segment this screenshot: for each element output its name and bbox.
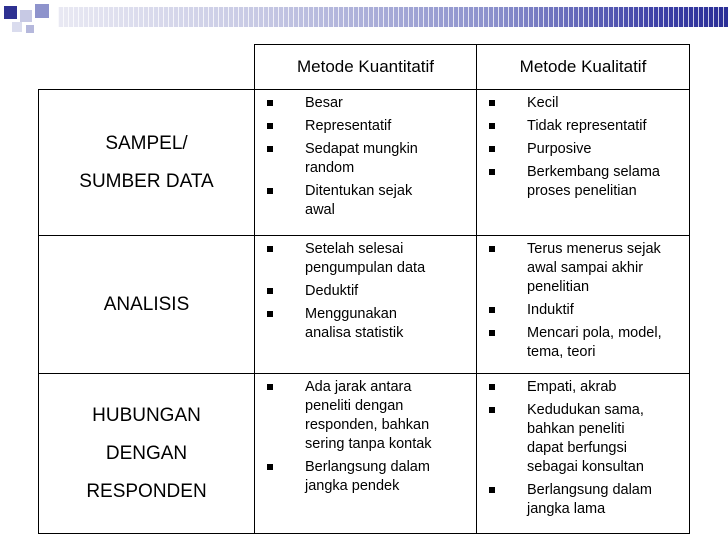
list-item-text: peneliti dengan <box>305 398 404 414</box>
list-item-text: proses penelitian <box>527 183 637 199</box>
square-bullet-icon <box>267 246 273 252</box>
bullet-list <box>255 236 476 343</box>
square-bullet-icon <box>267 464 273 470</box>
decor-square <box>12 22 22 32</box>
list-item-text: sering tanpa kontak <box>305 436 432 452</box>
square-bullet-icon <box>267 188 273 194</box>
square-bullet-icon <box>489 246 495 252</box>
list-item <box>255 378 476 454</box>
list-item <box>255 458 476 496</box>
cell-kuantitatif <box>255 90 477 236</box>
list-item-text: Berlangsung dalam <box>305 459 430 475</box>
table-row <box>39 236 690 374</box>
header-kuantitatif: Metode Kuantitatif <box>255 45 477 90</box>
list-item-text: random <box>305 160 355 176</box>
row-label-line: ANALISIS <box>103 293 190 315</box>
list-item <box>255 94 476 113</box>
list-item-text: Kecil <box>527 95 559 111</box>
list-item-text: tema, teori <box>527 344 596 360</box>
decor-square <box>35 4 49 18</box>
square-bullet-icon <box>267 146 273 152</box>
list-item <box>255 282 476 301</box>
list-item-text: bahkan peneliti <box>527 421 625 437</box>
list-item-text: Induktif <box>527 302 574 318</box>
row-label-line: RESPONDEN <box>86 480 207 502</box>
square-bullet-icon <box>489 100 495 106</box>
square-bullet-icon <box>267 288 273 294</box>
list-item <box>477 401 689 477</box>
square-bullet-icon <box>489 487 495 493</box>
list-item-text: Terus menerus sejak <box>527 241 661 257</box>
list-item-text: Menggunakan <box>305 306 397 322</box>
cell-kualitatif <box>477 236 690 374</box>
square-bullet-icon <box>489 123 495 129</box>
list-item-text: Ada jarak antara <box>305 379 412 395</box>
list-item <box>255 240 476 278</box>
list-item-text: responden, bahkan <box>305 417 430 433</box>
square-bullet-icon <box>489 407 495 413</box>
list-item <box>477 301 689 320</box>
list-item-text: Besar <box>305 95 343 111</box>
table-row <box>39 90 690 236</box>
list-item-text: analisa statistik <box>305 325 404 341</box>
square-bullet-icon <box>267 123 273 129</box>
row-label-line: SUMBER DATA <box>79 170 214 192</box>
list-item-text: Mencari pola, model, <box>527 325 662 341</box>
list-item-text: Tidak representatif <box>527 118 647 134</box>
list-item <box>477 94 689 113</box>
list-item-text: sebagai konsultan <box>527 459 644 475</box>
list-item-text: Setelah selesai <box>305 241 404 257</box>
cell-kuantitatif <box>255 374 477 534</box>
bullet-list <box>477 374 689 519</box>
list-item-text: awal sampai akhir <box>527 260 644 276</box>
square-bullet-icon <box>489 169 495 175</box>
list-item-text: awal <box>305 202 335 218</box>
list-item-text: penelitian <box>527 279 590 295</box>
list-item <box>255 182 476 220</box>
decor-square <box>26 25 34 33</box>
vertical-stripes <box>58 7 728 27</box>
list-item-text: Berkembang selama <box>527 164 660 180</box>
bullet-list <box>255 374 476 496</box>
list-item-text: Kedudukan sama, <box>527 402 644 418</box>
row-label <box>39 90 255 236</box>
square-bullet-icon <box>267 100 273 106</box>
comparison-table <box>38 44 690 534</box>
list-item-text: Deduktif <box>305 283 359 299</box>
list-item-text: Purposive <box>527 141 592 157</box>
list-item <box>477 378 689 397</box>
square-bullet-icon <box>267 311 273 317</box>
list-item-text: Representatif <box>305 118 392 134</box>
list-item <box>477 240 689 297</box>
row-label-line: HUBUNGAN <box>92 404 201 426</box>
list-item <box>477 117 689 136</box>
square-bullet-icon <box>489 330 495 336</box>
list-item-text: Ditentukan sejak <box>305 183 413 199</box>
list-item-text: jangka lama <box>527 501 606 517</box>
list-item-text: jangka pendek <box>305 478 400 494</box>
decorative-header-bar <box>0 0 728 34</box>
list-item-text: Sedapat mungkin <box>305 141 418 157</box>
cell-kualitatif <box>477 374 690 534</box>
header-blank-cell <box>39 45 255 90</box>
bullet-list <box>255 90 476 220</box>
list-item <box>477 481 689 519</box>
cell-kualitatif <box>477 90 690 236</box>
row-label-line: SAMPEL/ <box>105 132 188 154</box>
list-item <box>255 305 476 343</box>
square-bullet-icon <box>489 307 495 313</box>
table-row <box>39 374 690 534</box>
list-item-text: Berlangsung dalam <box>527 482 652 498</box>
square-bullet-icon <box>267 384 273 390</box>
bullet-list <box>477 236 689 362</box>
row-label <box>39 374 255 534</box>
bullet-list <box>477 90 689 201</box>
square-bullet-icon <box>489 146 495 152</box>
list-item <box>255 140 476 178</box>
list-item-text: dapat berfungsi <box>527 440 627 456</box>
row-label <box>39 236 255 374</box>
list-item-text: pengumpulan data <box>305 260 426 276</box>
list-item <box>477 324 689 362</box>
decor-square <box>20 10 32 22</box>
cell-kuantitatif <box>255 236 477 374</box>
list-item <box>477 140 689 159</box>
list-item <box>477 163 689 201</box>
decor-square <box>4 6 17 19</box>
row-label-line: DENGAN <box>105 442 188 464</box>
list-item-text: Empati, akrab <box>527 379 617 395</box>
table-header-row <box>39 45 690 90</box>
list-item <box>255 117 476 136</box>
square-bullet-icon <box>489 384 495 390</box>
header-kualitatif: Metode Kualitatif <box>477 45 690 90</box>
